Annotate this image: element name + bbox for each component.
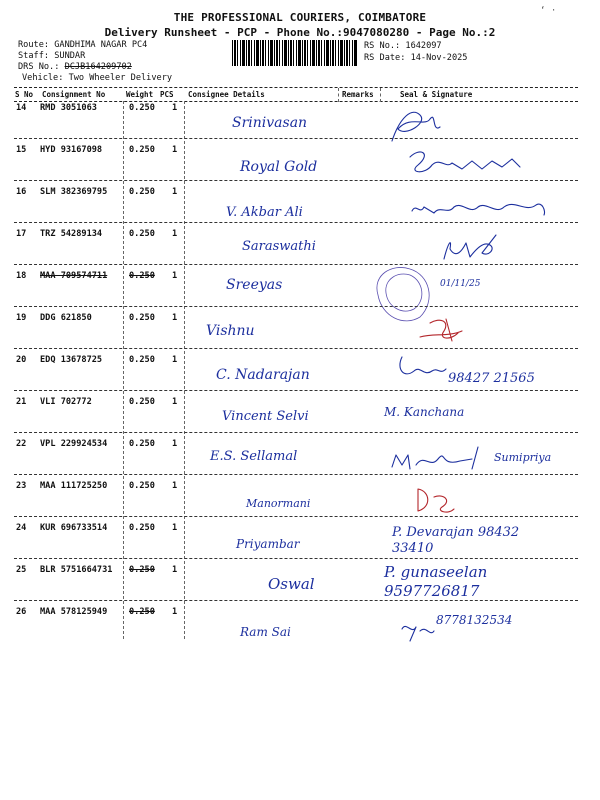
consignee-signature: Manormani — [246, 497, 311, 510]
row-weight: 0.250 — [129, 229, 155, 239]
seal-signature — [0, 223, 600, 265]
row-pcs: 1 — [172, 397, 178, 407]
seal-date: 01/11/25 — [440, 279, 481, 289]
row-consignment: HYD 93167098 — [40, 145, 103, 155]
row-weight: 0.250 — [129, 271, 155, 281]
table-row — [0, 265, 600, 307]
row-pcs: 1 — [172, 103, 178, 113]
row-pcs: 1 — [172, 229, 178, 239]
seal-signature — [0, 307, 600, 349]
row-sno: 20 — [16, 355, 27, 365]
seal-signature: M. Kanchana — [384, 405, 465, 419]
row-sno: 17 — [16, 229, 27, 239]
row-weight: 0.250 — [129, 439, 155, 449]
row-pcs: 1 — [172, 355, 178, 365]
row-sno: 19 — [16, 313, 27, 323]
row-weight: 0.250 — [129, 145, 155, 155]
route-label: Route: GANDHIMA NAGAR PC4 — [18, 40, 148, 50]
consignee-signature: C. Nadarajan — [216, 367, 310, 383]
row-sno: 26 — [16, 607, 27, 617]
consignee-signature: Srinivasan — [232, 115, 308, 131]
runsheet-subtitle: Delivery Runsheet - PCP - Phone No.:9047080280 - Page No.:2 — [104, 26, 496, 39]
seal-signature — [0, 181, 600, 223]
row-sno: 24 — [16, 523, 27, 533]
table-row — [0, 601, 600, 643]
table-row — [0, 139, 600, 181]
col-remarks-header: Remarks — [342, 90, 374, 99]
table-row — [0, 517, 600, 559]
rs-date: RS Date: 14-Nov-2025 — [364, 53, 468, 63]
row-consignment: DDG 621850 — [40, 313, 92, 323]
row-pcs: 1 — [172, 187, 178, 197]
row-consignment: VPL 229924534 — [40, 439, 108, 449]
consignee-signature: Vincent Selvi — [222, 409, 309, 424]
consignee-signature: Royal Gold — [240, 159, 318, 175]
table-row — [0, 307, 600, 349]
row-pcs: 1 — [172, 607, 178, 617]
row-consignment: BLR 5751664731 — [40, 565, 113, 575]
row-weight: 0.250 — [129, 355, 155, 365]
table-row — [0, 97, 600, 139]
row-sno: 22 — [16, 439, 27, 449]
row-consignment: EDQ 13678725 — [40, 355, 103, 365]
row-sno: 14 — [16, 103, 27, 113]
row-weight: 0.250 — [129, 187, 155, 197]
table-row — [0, 559, 600, 601]
row-sno: 23 — [16, 481, 27, 491]
seal-signature — [0, 139, 600, 181]
row-consignment: MAA 709574711 — [40, 271, 108, 281]
row-consignment: SLM 382369795 — [40, 187, 108, 197]
table-row — [0, 475, 600, 517]
consignee-signature: V. Akbar Ali — [226, 205, 303, 220]
row-weight: 0.250 — [129, 313, 155, 323]
row-consignment: VLI 702772 — [40, 397, 92, 407]
drs-label: DRS No.: — [18, 62, 65, 72]
row-consignment: KUR 696733514 — [40, 523, 108, 533]
row-pcs: 1 — [172, 439, 178, 449]
company-title: THE PROFESSIONAL COURIERS, COIMBATORE — [173, 11, 427, 24]
row-consignment: MAA 111725250 — [40, 481, 108, 491]
consignee-signature: Vishnu — [206, 323, 255, 339]
seal-name-phone: P. gunaseelan 9597726817 — [384, 563, 488, 600]
row-pcs: 1 — [172, 481, 178, 491]
table-row — [0, 433, 600, 475]
consignee-signature: Sreeyas — [226, 277, 283, 293]
seal-phone: 98427 21565 — [448, 371, 535, 386]
table-row — [0, 223, 600, 265]
col-seal-header: Seal & Signature — [400, 90, 473, 99]
consignee-signature: Saraswathi — [242, 239, 316, 254]
pen-mark: ‘ · — [540, 6, 557, 16]
row-weight: 0.250 — [129, 481, 155, 491]
consignee-signature: E.S. Sellamal — [210, 449, 298, 464]
seal-signature — [0, 97, 600, 139]
row-weight: 0.250 — [129, 523, 155, 533]
consignee-signature: Priyambar — [236, 537, 300, 551]
table-row — [0, 181, 600, 223]
row-sno: 16 — [16, 187, 27, 197]
col-sno-header: S No — [15, 90, 34, 99]
vehicle-label: Vehicle: Two Wheeler Delivery — [22, 73, 173, 83]
row-pcs: 1 — [172, 271, 178, 281]
barcode — [232, 40, 358, 66]
seal-signature — [0, 475, 600, 517]
seal-stamp — [0, 265, 600, 307]
table-row — [0, 349, 600, 391]
seal-phone: 8778132534 — [436, 613, 513, 627]
drs-value: DCJB164209702 — [64, 62, 132, 72]
table-row — [0, 391, 600, 433]
consignee-signature: Oswal — [268, 575, 315, 593]
col-pcs-header: PCS — [160, 90, 174, 99]
row-pcs: 1 — [172, 313, 178, 323]
drs-number — [18, 62, 132, 73]
col-weight-header: Weight — [126, 90, 154, 99]
row-pcs: 1 — [172, 523, 178, 533]
rs-number: RS No.: 1642097 — [364, 41, 442, 51]
row-weight: 0.250 — [129, 103, 155, 113]
seal-name: Sumipriya — [494, 451, 552, 464]
row-pcs: 1 — [172, 145, 178, 155]
row-sno: 18 — [16, 271, 27, 281]
consignee-signature: Ram Sai — [240, 625, 291, 639]
header-top-rule — [14, 87, 578, 88]
col-consignee-header: Consignee Details — [188, 90, 265, 99]
row-consignment: MAA 578125949 — [40, 607, 108, 617]
row-pcs: 1 — [172, 565, 178, 575]
row-weight: 0.250 — [129, 607, 155, 617]
seal-name-phone: P. Devarajan 98432 33410 — [392, 525, 520, 556]
row-sno: 15 — [16, 145, 27, 155]
row-sno: 25 — [16, 565, 27, 575]
staff-label: Staff: SUNDAR — [18, 51, 86, 61]
row-weight: 0.250 — [129, 397, 155, 407]
col-consignment-header: Consignment No — [42, 90, 106, 99]
row-weight: 0.250 — [129, 565, 155, 575]
row-consignment: TRZ 54289134 — [40, 229, 103, 239]
row-consignment: RMD 3051063 — [40, 103, 97, 113]
row-sno: 21 — [16, 397, 27, 407]
